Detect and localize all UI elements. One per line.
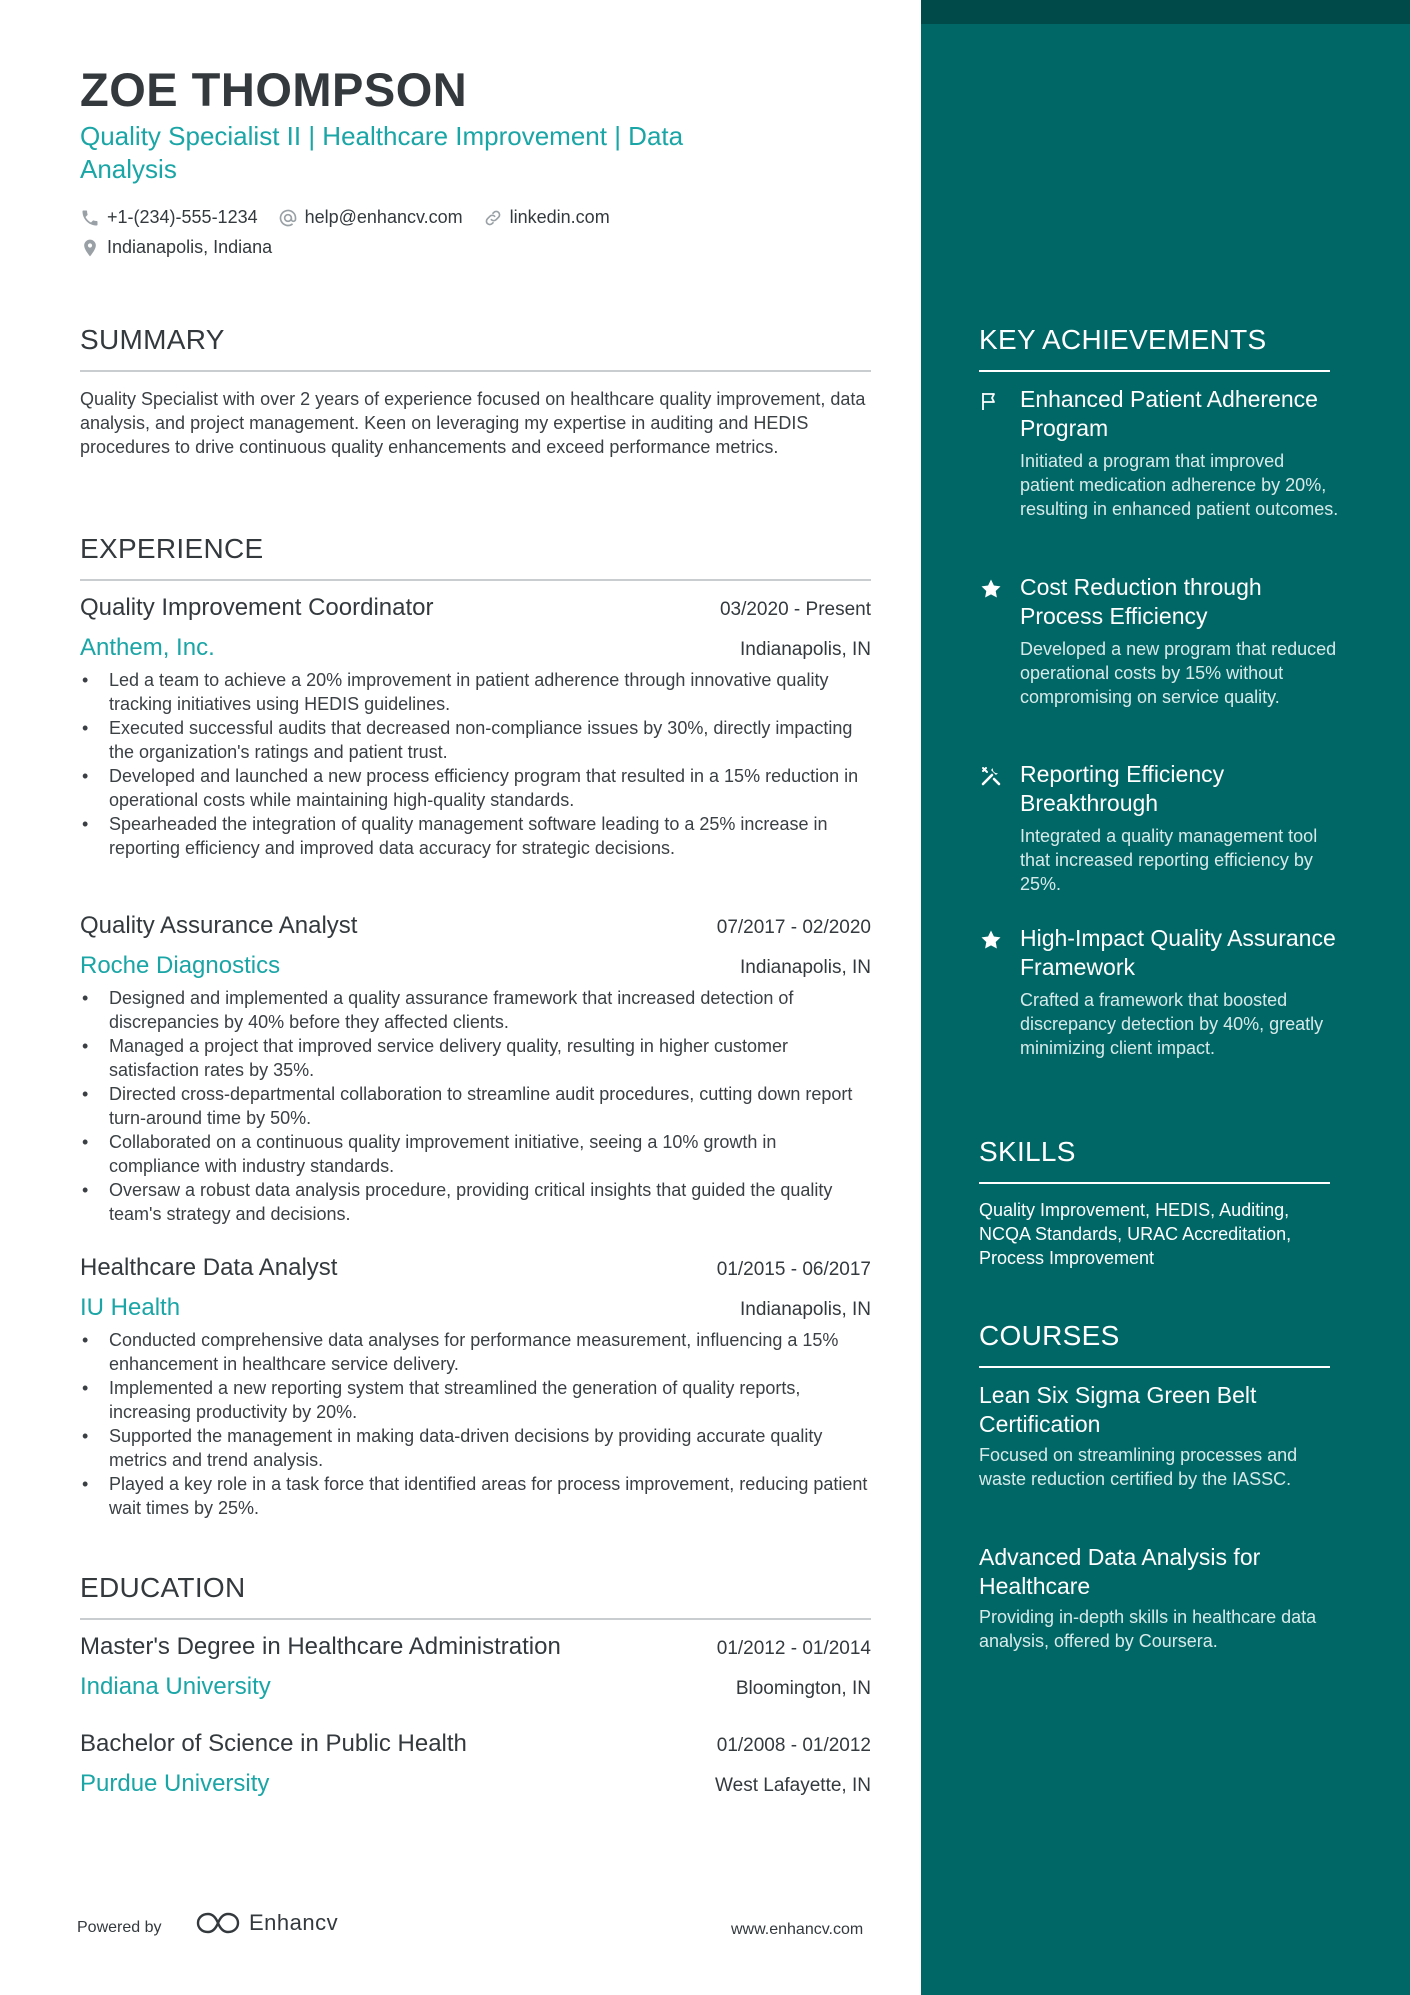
star-icon — [979, 577, 1003, 601]
job-location: Indianapolis, IN — [740, 957, 871, 978]
job-bullet: • Directed cross-departmental collaboration to streamline audit procedures, cutting down report turn-around time by 50%. — [80, 1082, 871, 1130]
achievement-desc: Integrated a quality management tool that increased reporting efficiency by 25%. — [1020, 826, 1318, 894]
experience-heading: EXPERIENCE — [80, 533, 264, 564]
education-heading: EDUCATION — [80, 1572, 246, 1603]
achievement-title: Cost Reduction through Process Efficiency — [1020, 574, 1262, 629]
tools-icon — [979, 764, 1003, 788]
website-text: linkedin.com — [509, 207, 610, 227]
job-bullet: • Collaborated on a continuous quality improvement initiative, seeing a 10% growth in compliance with industry standards. — [80, 1130, 871, 1178]
achievements-heading: KEY ACHIEVEMENTS — [979, 324, 1267, 355]
job-entry — [80, 1254, 871, 1520]
education-location: West Lafayette, IN — [715, 1775, 871, 1796]
footer-url[interactable]: www.enhancv.com — [731, 1921, 864, 1938]
candidate-name: ZOE THOMPSON — [80, 63, 468, 116]
job-bullet: • Supported the management in making data-driven decisions by providing accurate quality metrics and trend analysis. — [80, 1424, 871, 1472]
achievements-divider — [979, 370, 1330, 372]
course-desc: Focused on streamlining processes and waste reduction certified by the IASSC. — [979, 1445, 1298, 1489]
job-bullets — [80, 668, 871, 860]
job-bullet: • Led a team to achieve a 20% improvement in patient adherence through innovative quality tracking initiatives using HEDIS guidelines. — [80, 668, 871, 716]
summary-text: Quality Specialist with over 2 years of experience focused on healthcare quality improvement, data analysis, and project management. Keen on leveraging my expertise in auditing and HEDIS procedures to drive continuous quality enhancements and exceed performance metrics. — [80, 389, 866, 457]
achievement-item — [979, 385, 1339, 521]
course-item — [979, 1381, 1339, 1491]
job-dates: 03/2020 - Present — [719, 599, 871, 620]
course-title: Lean Six Sigma Green Belt Certification — [979, 1382, 1257, 1437]
contact-location — [80, 237, 272, 258]
achievement-desc: Crafted a framework that boosted discrepancy detection by 40%, greatly minimizing client impact. — [1020, 990, 1324, 1058]
job-role: Healthcare Data Analyst — [80, 1254, 338, 1281]
skills-divider — [979, 1182, 1330, 1184]
achievement-title: High-Impact Quality Assurance Framework — [1020, 925, 1336, 980]
job-company: Anthem, Inc. — [80, 634, 215, 661]
contact-row-1 — [80, 207, 630, 228]
sidebar-top-band — [921, 0, 1410, 24]
job-location: Indianapolis, IN — [740, 1299, 871, 1320]
course-title: Advanced Data Analysis for Healthcare — [979, 1544, 1261, 1599]
achievement-desc: Developed a new program that reduced operational costs by 15% without compromising on service quality. — [1020, 639, 1337, 707]
achievement-item — [979, 924, 1339, 1060]
job-bullet: • Developed and launched a new process efficiency program that resulted in a 15% reduction in operational costs while maintaining high-quality standards. — [80, 764, 871, 812]
job-entry — [80, 912, 871, 1226]
job-bullet: • Played a key role in a task force that identified areas for process improvement, reducing patient wait times by 25%. — [80, 1472, 871, 1520]
education-degree: Bachelor of Science in Public Health — [80, 1730, 467, 1757]
enhancv-logo-text: Enhancv — [249, 1910, 339, 1935]
courses-divider — [979, 1366, 1330, 1368]
candidate-title: Quality Specialist II | Healthcare Improvement | Data Analysis — [80, 121, 684, 184]
phone-text: +1-(234)-555-1234 — [107, 207, 258, 227]
course-desc: Providing in-depth skills in healthcare data analysis, offered by Coursera. — [979, 1607, 1317, 1651]
achievement-desc: Initiated a program that improved patient medication adherence by 20%, resulting in enhanced patient outcomes. — [1020, 451, 1339, 519]
job-bullet: • Managed a project that improved service delivery quality, resulting in higher customer satisfaction rates by 35%. — [80, 1034, 871, 1082]
at-icon — [278, 208, 298, 228]
education-school: Purdue University — [80, 1770, 270, 1797]
job-company: Roche Diagnostics — [80, 952, 281, 979]
star-icon — [979, 928, 1003, 952]
job-role: Quality Improvement Coordinator — [80, 594, 434, 621]
job-bullet: • Executed successful audits that decreased non-compliance issues by 30%, directly impacting the organization's ratings and patient trust. — [80, 716, 871, 764]
education-location: Bloomington, IN — [735, 1678, 871, 1699]
location-text: Indianapolis, Indiana — [107, 237, 273, 257]
job-entry — [80, 594, 871, 860]
job-company: IU Health — [80, 1294, 181, 1321]
job-dates: 07/2017 - 02/2020 — [716, 917, 871, 938]
education-school: Indiana University — [80, 1673, 271, 1700]
summary-heading: SUMMARY — [80, 324, 225, 355]
job-dates: 01/2015 - 06/2017 — [716, 1259, 871, 1280]
achievement-item — [979, 760, 1339, 896]
email-text: help@enhancv.com — [304, 207, 463, 227]
footer-powered-by: Powered by — [77, 1919, 162, 1936]
contact-website[interactable] — [483, 207, 610, 228]
summary-divider — [80, 370, 871, 372]
education-degree: Master's Degree in Healthcare Administration — [80, 1633, 561, 1660]
contact-email[interactable] — [278, 207, 463, 228]
education-entry — [80, 1730, 871, 1798]
contact-row-2 — [80, 237, 292, 258]
location-pin-icon — [80, 238, 100, 258]
education-dates: 01/2008 - 01/2012 — [716, 1735, 871, 1756]
phone-icon — [80, 208, 100, 228]
job-role: Quality Assurance Analyst — [80, 912, 358, 939]
education-divider — [80, 1618, 871, 1620]
link-icon — [483, 208, 503, 228]
job-bullet: • Oversaw a robust data analysis procedure, providing critical insights that guided the quality team's strategy and decisions. — [80, 1178, 871, 1226]
course-item — [979, 1543, 1339, 1653]
education-entry — [80, 1633, 871, 1701]
job-location: Indianapolis, IN — [740, 639, 871, 660]
courses-heading: COURSES — [979, 1320, 1120, 1351]
flag-icon — [979, 389, 1003, 413]
skills-text: Quality Improvement, HEDIS, Auditing, NCQA Standards, URAC Accreditation, Process Improvement — [979, 1200, 1292, 1268]
job-bullet: • Designed and implemented a quality assurance framework that increased detection of discrepancies by 40% before they affected clients. — [80, 986, 871, 1034]
achievement-title: Enhanced Patient Adherence Program — [1020, 386, 1318, 441]
contact-phone[interactable] — [80, 207, 258, 228]
enhancv-logo[interactable] — [195, 1910, 338, 1936]
job-bullet: • Spearheaded the integration of quality management software leading to a 25% increase in reporting efficiency and improved data accuracy for strategic decisions. — [80, 812, 871, 860]
enhancv-logo-icon — [195, 1910, 241, 1936]
achievement-item — [979, 573, 1339, 709]
experience-divider — [80, 579, 871, 581]
education-dates: 01/2012 - 01/2014 — [716, 1638, 871, 1659]
job-bullets — [80, 986, 871, 1226]
achievement-title: Reporting Efficiency Breakthrough — [1020, 761, 1225, 816]
job-bullet: • Conducted comprehensive data analyses for performance measurement, influencing a 15% enhancement in healthcare service delivery. — [80, 1328, 871, 1376]
job-bullet: • Implemented a new reporting system that streamlined the generation of quality reports, increasing productivity by 20%. — [80, 1376, 871, 1424]
job-bullets — [80, 1328, 871, 1520]
skills-heading: SKILLS — [979, 1136, 1076, 1167]
